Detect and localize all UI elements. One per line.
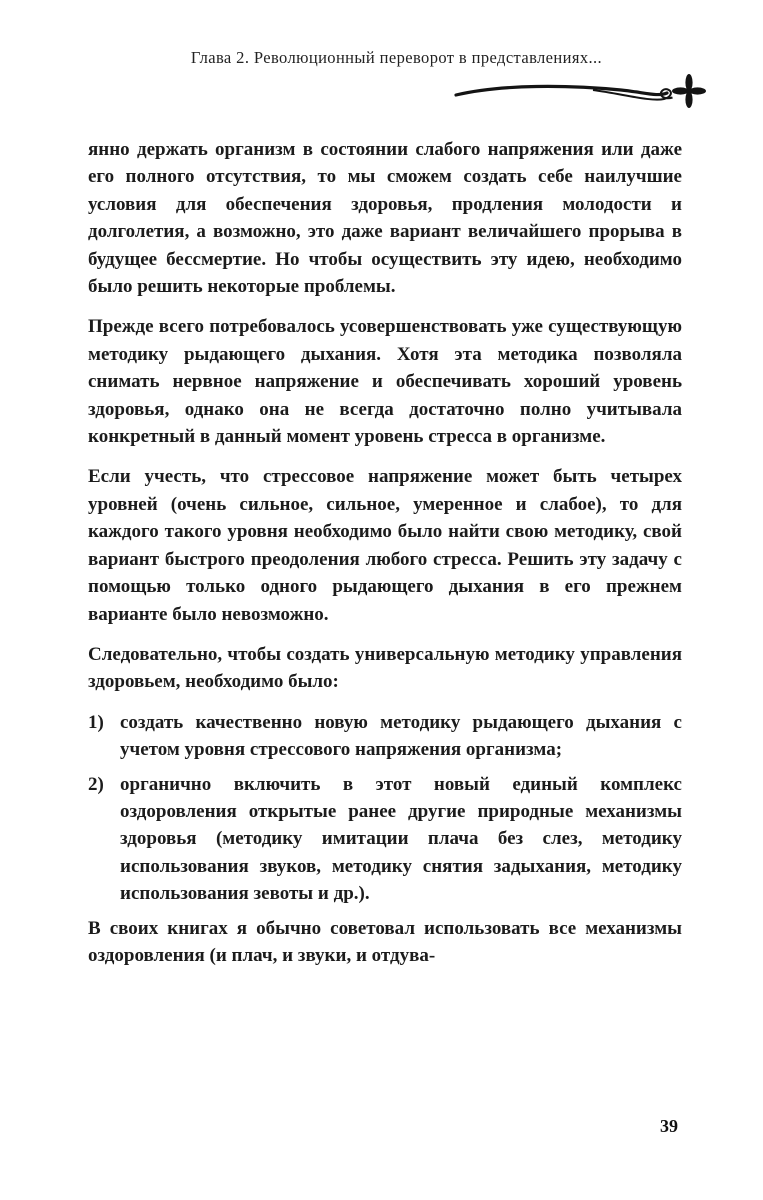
paragraph-1: янно держать организм в состоянии слабого напряжения или даже его полного отсутствия, то мы сможем создать себе наилучшие условия для обеспечения здоровья, продления молодости и долголетия, а возможно, это даже вариант величайшего прорыва в будущее бессмертие. Но чтобы осуществить эту идею, необходимо было решить некоторые проблемы. — [88, 139, 682, 298]
list-item-text: органично включить в этот новый единый комплекс оздоровления открытые ранее другие природные механизмы здоровья (методику имитации плача без слез, методику использования звуков, методику снятия задыхания, методику использования зевоты и др.). — [120, 773, 682, 905]
paragraph-2: Прежде всего потребовалось усовершенствовать уже существующую методику рыдающего дыхания. Хотя эта методика позволяла снимать нервное напряжение и обеспечивать хороший уровень здоровья, однако она не всегда достаточно полно учитывала конкретный в данный момент уровень стресса в организме. — [88, 316, 682, 448]
running-header: Глава 2. Революционный переворот в представлениях... — [190, 48, 603, 67]
flourish-ornament — [453, 74, 711, 110]
paragraph-5: В своих книгах я обычно советовал использовать все механизмы оздоровления (и плач, и звуки, и отдува- — [88, 917, 682, 966]
list-item-2 — [88, 771, 682, 908]
list-item-text: создать качественно новую методику рыдающего дыхания с учетом уровня стрессового напряжения организма; — [120, 711, 682, 761]
quatrefoil-leaf-icon — [672, 74, 706, 108]
paragraph-3: Если учесть, что стрессовое напряжение может быть четырех уровней (очень сильное, сильное, умеренное и слабое), то для каждого такого уровня необходимо было найти свою методику, свой вариант быстрого преодоления любого стресса. Решить эту задачу с помощью только одного рыдающего дыхания в его прежнем варианте было невозможно. — [88, 466, 682, 625]
paragraph-4: Следовательно, чтобы создать универсальную методику управления здоровьем, необходимо было: — [88, 643, 682, 693]
flourish-swash-icon — [453, 74, 711, 110]
body-text — [88, 136, 682, 982]
list-marker: 1) — [88, 711, 104, 733]
list-marker: 2) — [88, 773, 104, 795]
list-item-1 — [88, 709, 682, 764]
page-number: 39 — [660, 1116, 678, 1136]
